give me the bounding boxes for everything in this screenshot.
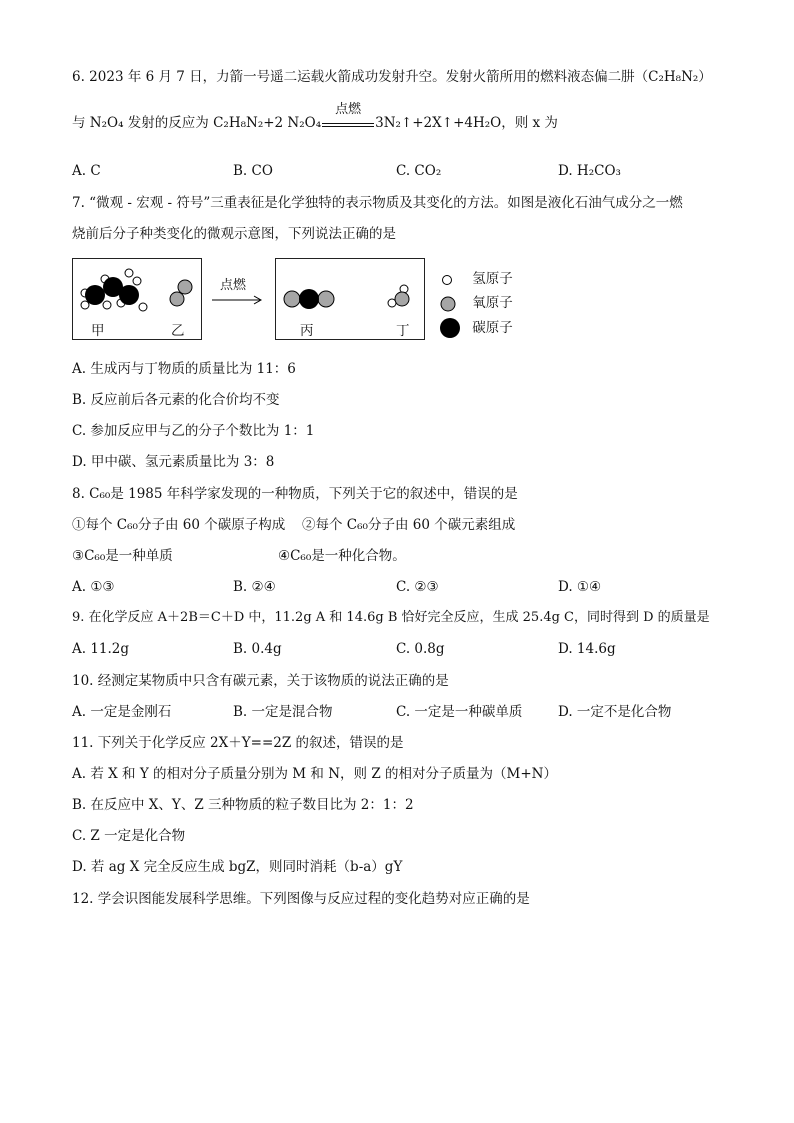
products-box	[275, 258, 425, 340]
oxygen-atom	[284, 291, 300, 307]
q6-option-a[interactable]: A. C	[72, 163, 101, 179]
hydrogen-atom	[125, 269, 133, 277]
arrow-icon	[210, 280, 266, 310]
q8-statement-4: ④C₆₀是一种化合物。	[278, 548, 406, 564]
q11-option-c[interactable]: C. Z 一定是化合物	[72, 828, 186, 844]
q9-stem: 9. 在化学反应 A＋2B＝C＋D 中，11.2g A 和 14.6g B 恰好完全反应，生成 25.4g C，同时得到 D 的质量是	[72, 610, 710, 625]
molecule-jia	[81, 269, 147, 311]
q10-option-a[interactable]: A. 一定是金刚石	[72, 704, 172, 720]
oxygen-atom	[170, 292, 184, 306]
molecule-bing	[284, 289, 334, 309]
label-yi: 乙	[171, 323, 185, 339]
q6-equals-sign	[322, 123, 374, 127]
oxygen-atom	[178, 280, 192, 294]
molecule-yi	[170, 280, 192, 306]
q6-option-d[interactable]: D. H₂CO₃	[558, 163, 621, 179]
q6-stem-line1: 6. 2023 年 6 月 7 日，力箭一号遥二运载火箭成功发射升空。发射火箭所用的燃料液态偏二肼（C₂H₈N₂）	[72, 69, 712, 85]
q8-statement-3: ③C₆₀是一种单质	[72, 548, 173, 564]
oxygen-atom	[395, 292, 409, 306]
q6-equation-left: 与 N₂O₄ 发射的反应为 C₂H₈N₂+2 N₂O₄	[72, 115, 322, 131]
legend-hydrogen-label: 氢原子	[472, 271, 513, 287]
carbon-atom	[119, 285, 139, 305]
q8-statement-2: ②每个 C₆₀分子由 60 个碳元素组成	[302, 517, 516, 533]
q11-option-d[interactable]: D. 若 ag X 完全反应生成 bgZ，则同时消耗（b-a）gY	[72, 859, 403, 875]
q9-option-a[interactable]: A. 11.2g	[72, 641, 130, 657]
q8-option-b[interactable]: B. ②④	[233, 579, 276, 595]
legend-carbon	[440, 318, 513, 338]
hydrogen-legend-icon	[440, 273, 454, 287]
carbon-atom	[299, 289, 319, 309]
q11-stem: 11. 下列关于化学反应 2X＋Y==2Z 的叙述，错误的是	[72, 735, 404, 751]
molecule-ding	[388, 285, 409, 307]
hydrogen-atom	[139, 303, 147, 311]
label-bing: 丙	[300, 323, 314, 339]
q6-condition-label: 点燃	[335, 102, 362, 117]
q6-option-c[interactable]: C. CO₂	[396, 163, 442, 179]
q7-option-b[interactable]: B. 反应前后各元素的化合价均不变	[72, 392, 280, 408]
q8-option-a[interactable]: A. ①③	[72, 579, 115, 595]
q9-option-b[interactable]: B. 0.4g	[233, 641, 282, 657]
reaction-arrow	[210, 280, 266, 310]
q6-reaction-condition	[322, 102, 374, 127]
q6-equation-right: 3N₂↑+2X↑+4H₂O，则 x 为	[375, 115, 558, 131]
legend-oxygen-label: 氧原子	[472, 295, 513, 311]
q12-stem: 12. 学会识图能发展科学思维。下列图像与反应过程的变化趋势对应正确的是	[72, 891, 530, 907]
hydrogen-atom	[133, 277, 141, 285]
carbon-atom	[85, 285, 105, 305]
q7-stem-line2: 烧前后分子种类变化的微观示意图，下列说法正确的是	[72, 226, 396, 242]
q10-option-c[interactable]: C. 一定是一种碳单质	[396, 704, 523, 720]
q7-option-a[interactable]: A. 生成丙与丁物质的质量比为 11：6	[72, 361, 296, 377]
q11-option-a[interactable]: A. 若 X 和 Y 的相对分子质量分别为 M 和 N，则 Z 的相对分子质量为（M+N）	[72, 766, 557, 782]
label-jia: 甲	[91, 323, 105, 339]
reactants-box	[72, 258, 202, 340]
legend-hydrogen	[440, 270, 513, 288]
label-ding: 丁	[396, 323, 410, 339]
q8-option-c[interactable]: C. ②③	[396, 579, 439, 595]
q8-statement-1: ①每个 C₆₀分子由 60 个碳原子构成	[72, 517, 286, 533]
q10-option-d[interactable]: D. 一定不是化合物	[558, 704, 672, 720]
oxygen-atom	[318, 291, 334, 307]
q6-stem-line2	[72, 102, 558, 132]
q8-stem: 8. C₆₀是 1985 年科学家发现的一种物质，下列关于它的叙述中，错误的是	[72, 486, 518, 502]
carbon-legend-icon	[440, 318, 460, 338]
arrow-condition-label: 点燃	[220, 278, 247, 293]
q8-option-d[interactable]: D. ①④	[558, 579, 602, 595]
q7-option-c[interactable]: C. 参加反应甲与乙的分子个数比为 1：1	[72, 423, 315, 439]
q7-stem-line1: 7. “微观 - 宏观 - 符号”三重表征是化学独特的表示物质及其变化的方法。如图是液化石油气成分之一燃	[72, 195, 683, 211]
hydrogen-atom	[103, 301, 111, 309]
q9-option-d[interactable]: D. 14.6g	[558, 641, 616, 657]
q6-option-b[interactable]: B. CO	[233, 163, 273, 179]
q10-stem: 10. 经测定某物质中只含有碳元素，关于该物质的说法正确的是	[72, 673, 449, 689]
q7-option-d[interactable]: D. 甲中碳、氢元素质量比为 3：8	[72, 454, 275, 470]
q9-option-c[interactable]: C. 0.8g	[396, 641, 445, 657]
legend-carbon-label: 碳原子	[472, 319, 513, 336]
q10-option-b[interactable]: B. 一定是混合物	[233, 704, 333, 720]
q11-option-b[interactable]: B. 在反应中 X、Y、Z 三种物质的粒子数目比为 2：1：2	[72, 797, 414, 813]
legend-oxygen	[440, 294, 513, 312]
hydrogen-atom	[81, 301, 89, 309]
oxygen-legend-icon	[440, 296, 456, 312]
